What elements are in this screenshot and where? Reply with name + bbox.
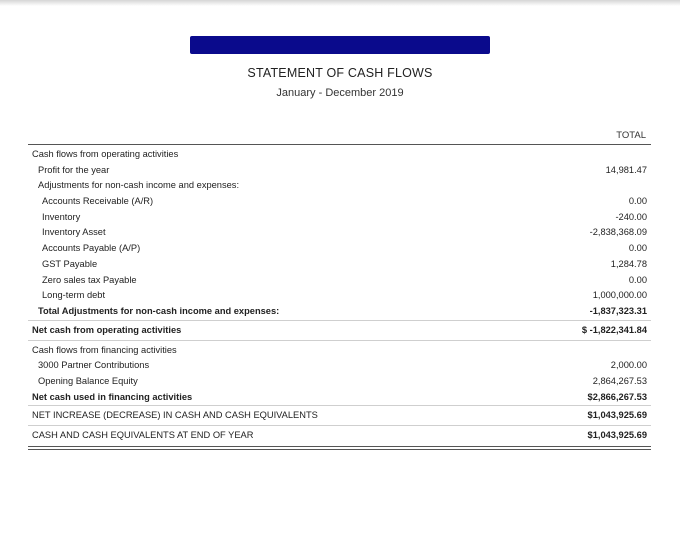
row-value: 1,284.78 [610,258,647,269]
row-value: 0.00 [628,243,647,254]
row-value: 0.00 [628,196,647,207]
row-label: Adjustments for non-cash income and expenses: [38,180,240,191]
row-net-cash-operating [28,321,651,341]
row-inventory [28,210,651,226]
row-accounts-receivable [28,194,651,210]
row-value: 0.00 [628,274,647,285]
row-value: -1,837,323.31 [589,305,647,316]
row-value: $1,043,925.69 [587,430,647,441]
top-shadow [0,0,680,6]
row-value: 2,864,267.53 [592,375,647,386]
row-value: 2,000.00 [610,360,647,371]
row-value: -2,838,368.09 [589,227,647,238]
row-net-increase [28,406,651,426]
row-label: Net cash from operating activities [32,324,182,335]
row-adjustments-heading [28,178,651,194]
row-financing-heading [28,343,651,359]
row-label: Opening Balance Equity [38,375,138,386]
row-label: GST Payable [42,258,98,269]
row-cash-end-of-year [28,426,651,445]
row-gst-payable [28,257,651,273]
row-value: 14,981.47 [605,164,647,175]
row-label: Inventory [42,211,81,222]
row-total-adjustments [28,304,651,321]
column-header-row [28,126,651,145]
row-value: 1,000,000.00 [592,290,647,301]
column-header-total: TOTAL [616,130,646,141]
row-label: Inventory Asset [42,227,106,238]
row-value: $ -1,822,341.84 [581,324,647,335]
row-net-cash-financing [28,390,651,407]
row-label: Cash flows from operating activities [32,149,179,159]
row-label: 3000 Partner Contributions [38,360,150,371]
row-label: Accounts Receivable (A/R) [42,196,154,207]
row-label: Total Adjustments for non-cash income and expenses: [38,305,280,316]
row-zero-sales-tax [28,273,651,289]
row-opening-balance-equity [28,374,651,390]
row-operating-heading [28,147,651,163]
row-value: -240.00 [615,211,647,222]
row-label: Accounts Payable (A/P) [42,243,141,254]
row-label: Net cash used in financing activities [32,391,193,402]
row-label: NET INCREASE (DECREASE) IN CASH AND CASH EQUIVALENTS [32,410,318,421]
row-label: Cash flows from financing activities [32,344,177,355]
row-label: CASH AND CASH EQUIVALENTS AT END OF YEAR [32,430,254,441]
row-value: $2,866,267.53 [587,391,647,402]
redacted-company-name [190,36,490,54]
row-long-term-debt [28,288,651,304]
row-accounts-payable [28,241,651,257]
report-title: STATEMENT OF CASH FLOWS [247,66,433,80]
row-partner-contributions [28,358,651,374]
double-underline [28,446,651,450]
row-label: Zero sales tax Payable [42,274,137,285]
row-profit [28,163,651,179]
row-value: $1,043,925.69 [587,410,647,421]
row-label: Profit for the year [38,164,110,175]
cash-flow-table [28,126,651,450]
report-period: January - December 2019 [276,87,404,99]
row-label: Long-term debt [42,290,106,301]
row-inventory-asset [28,225,651,241]
